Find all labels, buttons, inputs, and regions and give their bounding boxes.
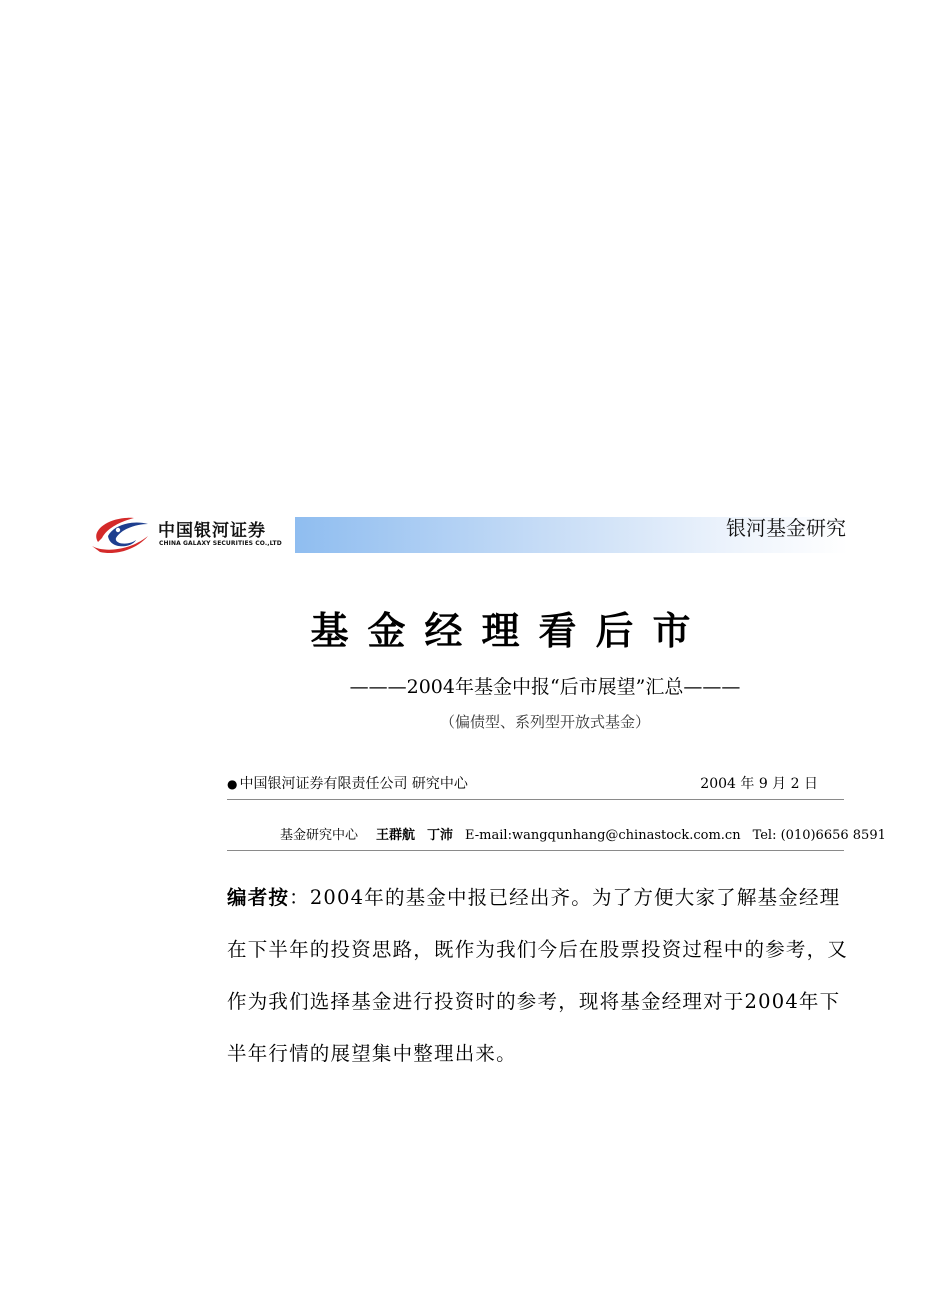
divider [227, 850, 844, 851]
report-subtitle: ———2004年基金中报“后市展望”汇总——— [349, 676, 741, 698]
info-row [227, 773, 844, 795]
author-name: 王群航 [376, 828, 416, 843]
banner-title: 银河基金研究 [726, 516, 846, 540]
galaxy-swirl-logo-icon [88, 512, 154, 556]
email-address[interactable]: E-mail:wangqunhang@chinastock.com.cn [465, 828, 741, 843]
editor-note-text: 2004年的基金中报已经出齐。为了方便大家了解基金经理在下半年的投资思路，既作为我们今后在股票投资过程中的参考，又作为我们选择基金进行投资时的参考，现将基金经理对于2004年下半年行情的展望集中整理出来。 [227, 886, 849, 1065]
report-date: 2004 年 9 月 2 日 [700, 776, 818, 792]
logo-english-name: CHINA GALAXY SECURITIES CO.,LTD [159, 540, 282, 547]
telephone: Tel: (010)6656 8591 [752, 828, 886, 843]
editor-note [227, 872, 859, 1080]
report-title: 基金经理看后市 [310, 609, 710, 653]
organization: 中国银河证券有限责任公司 研究中心 [239, 776, 468, 792]
divider [227, 799, 844, 800]
editor-note-colon: ： [289, 886, 310, 909]
author-name: 丁沛 [427, 828, 454, 843]
department: 基金研究中心 [280, 828, 359, 843]
report-scope: （偏债型、系列型开放式基金） [439, 713, 650, 731]
editor-note-label: 编者按 [227, 886, 290, 909]
bullet-icon: ● [227, 777, 238, 791]
logo-chinese-name: 中国银河证券 [158, 521, 266, 541]
contact-row [280, 824, 886, 843]
company-logo [88, 512, 288, 556]
